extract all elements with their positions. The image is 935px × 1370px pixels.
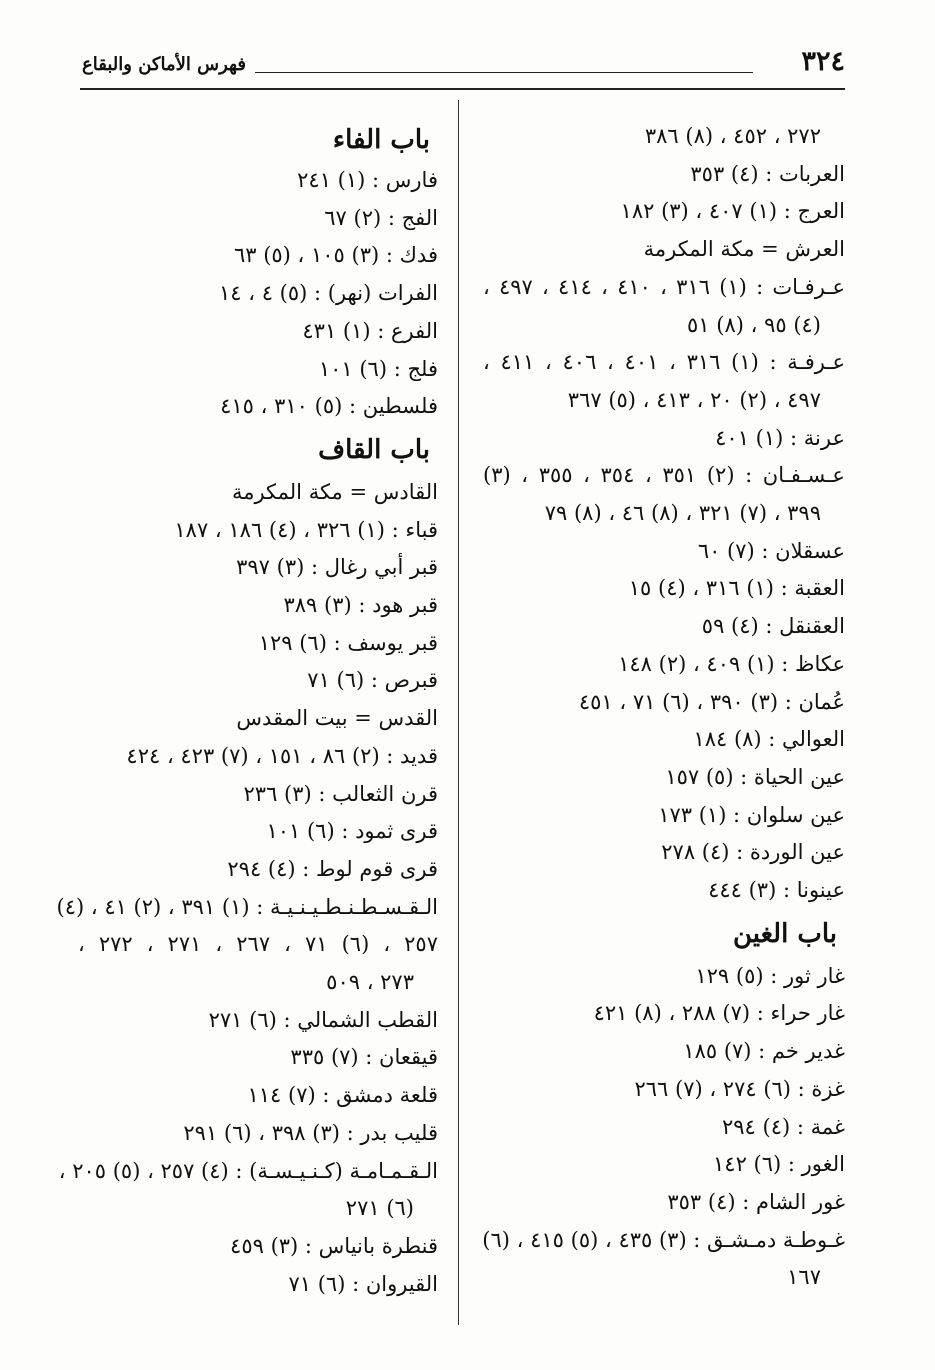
index-entry: غـوطـة دمـشـق : (٣) ٤٣٥ ، (٥) ٤١٥ ، (٦): [482, 1227, 845, 1252]
index-entry: عـرفـة : (١) ٣١٦ ، ٤٠١ ، ٤٠٦ ، ٤١١ ،: [483, 350, 845, 375]
index-entry: غور الشام : (٤) ٣٥٣: [667, 1189, 845, 1214]
index-entry: عين سلوان : (١) ١٧٣: [658, 802, 845, 827]
index-entry: عسقلان : (٧) ٦٠: [697, 538, 845, 563]
index-entry: غار حراء : (٧) ٢٨٨ ، (٨) ٤٢١: [593, 1001, 845, 1026]
index-entry: عكاظ : (١) ٤٠٩ ، (٢) ١٤٨: [618, 651, 845, 676]
index-entry-continuation: (٤) ٩٥ ، (٨) ٥١: [687, 312, 821, 337]
index-column-left: [56, 118, 438, 1303]
index-entry: الفج : (٢) ٦٧: [324, 205, 438, 230]
index-entry: عين الحياة : (٥) ١٥٧: [665, 764, 845, 789]
index-entry: قبرص : (٦) ٧١: [307, 668, 438, 693]
index-entry: غزة : (٦) ٢٧٤ ، (٧) ٢٦٦: [634, 1076, 845, 1101]
index-entry: العوالي : (٨) ١٨٤: [693, 727, 845, 752]
index-entry: عين الوردة : (٤) ٢٧٨: [661, 840, 845, 865]
index-entry: غدير خم : (٧) ١٨٥: [683, 1039, 845, 1064]
column-divider: [458, 100, 459, 1325]
index-entry: فدك : (٣) ١٠٥ ، (٥) ٦٣: [233, 243, 438, 268]
index-entry: الفرات (نهر) : (٥) ٤ ، ١٤: [219, 281, 438, 306]
index-entry: العقنقل : (٤) ٥٩: [701, 614, 845, 639]
index-entry: العرش = مكة المكرمة: [643, 237, 845, 262]
index-entry: قباء : (١) ٣٢٦ ، (٤) ١٨٦ ، ١٨٧: [174, 517, 438, 542]
index-entry: الـقـمـامـة (كـنـيـسـة) : (٤) ٢٥٧ ، (٥) ٢٠٥ ،: [58, 1158, 438, 1183]
index-entry: ٢٥٧ ، (٦) ٧١ ، ٢٦٧ ، ٢٧١ ، ٢٧٢ ،: [78, 932, 438, 957]
section-heading: باب الفاء: [332, 125, 430, 155]
index-entry: عُمان : (٣) ٣٩٠ ، (٦) ٧١ ، ٤٥١: [578, 689, 845, 714]
index-entry-continuation: ٤٩٧ ، (٢) ٢٠ ، ٤١٣ ، (٥) ٣٦٧: [567, 387, 821, 412]
index-entry: القيروان : (٦) ٧١: [288, 1271, 438, 1296]
index-entry: فلسطين : (٥) ٣١٠ ، ٤١٥: [220, 394, 438, 419]
index-entry: العرج : (١) ٤٠٧ ، (٣) ١٨٢: [620, 199, 845, 224]
index-entry: قديد : (٢) ٨٦ ، ١٥١ ، (٧) ٤٢٣ ، ٤٢٤: [126, 743, 438, 768]
section-heading: باب القاف: [318, 434, 430, 465]
index-entry-continuation: ١٦٧: [787, 1265, 821, 1290]
index-entry: قبر هود : (٣) ٣٨٩: [283, 593, 438, 618]
index-entry: القطب الشمالي : (٦) ٢٧١: [208, 1007, 438, 1032]
page-number: ٣٢٤: [801, 46, 845, 77]
index-entry: قبر أبي رغال : (٣) ٣٩٧: [236, 555, 438, 580]
header-rule: [80, 88, 845, 90]
running-header-title: فهرس الأماكن والبقاع: [82, 54, 246, 75]
index-entry: قليب بدر : (٣) ٣٩٨ ، (٦) ٢٩١: [183, 1120, 438, 1145]
index-entry: فلج : (٦) ١٠١: [318, 356, 438, 381]
index-entry: قرن الثعالب : (٣) ٢٣٦: [243, 781, 438, 806]
index-entry: قلعة دمشق : (٧) ١١٤: [247, 1083, 438, 1108]
index-entry: قرى ثمود : (٦) ١٠١: [266, 819, 438, 844]
index-entry: العقبة : (١) ٣١٦ ، (٤) ١٥: [628, 576, 845, 601]
index-entry: عـسـفـان : (٢) ٣٥١ ، ٣٥٤ ، ٣٥٥ ، (٣): [483, 463, 845, 488]
index-entry: قيقعان : (٧) ٣٣٥: [290, 1045, 438, 1070]
index-entry: قرى قوم لوط : (٤) ٢٩٤: [227, 856, 438, 881]
header-dash-line: [255, 72, 753, 73]
index-entry: غمة : (٤) ٢٩٤: [722, 1114, 845, 1139]
section-heading: باب الغين: [732, 918, 837, 949]
index-entry: فارس : (١) ٢٤١: [297, 168, 438, 192]
index-column-right: [483, 118, 845, 1297]
index-entry-continuation: ٢٧٢ ، ٤٥٢ ، (٨) ٣٨٦: [644, 124, 821, 148]
index-entry: غار ثور : (٥) ١٢٩: [695, 963, 845, 988]
index-entry: القدس = بيت المقدس: [236, 706, 438, 731]
index-entry-continuation: ٣٩٩ ، (٧) ٣٢١ ، (٨) ٤٦ ، (٨) ٧٩: [544, 501, 821, 526]
index-entry: الغور : (٦) ١٤٢: [713, 1152, 845, 1177]
index-entry: عينونا : (٣) ٤٤٤: [708, 878, 845, 903]
index-entry: الفرع : (١) ٤٣١: [302, 318, 438, 343]
index-entry-continuation: (٦) ٢٧١: [345, 1196, 414, 1221]
index-entry: الـقـسـطـنـطـيـنـيـة : (١) ٣٩١ ، (٢) ٤١ ، (٤): [56, 894, 438, 919]
index-entry: عـرفـات : (١) ٣١٦ ، ٤١٠ ، ٤١٤ ، ٤٩٧ ،: [483, 274, 845, 299]
index-entry: عرنة : (١) ٤٠١: [715, 425, 845, 450]
index-entry: العربات : (٤) ٣٥٣: [690, 161, 845, 186]
index-entry: القادس = مكة المكرمة: [231, 479, 438, 504]
index-entry-continuation: ٢٧٣ ، ٥٠٩: [326, 970, 414, 995]
index-entry: قبر يوسف : (٦) ١٢٩: [258, 630, 438, 655]
index-entry: قنطرة بانياس : (٣) ٤٥٩: [230, 1233, 438, 1258]
